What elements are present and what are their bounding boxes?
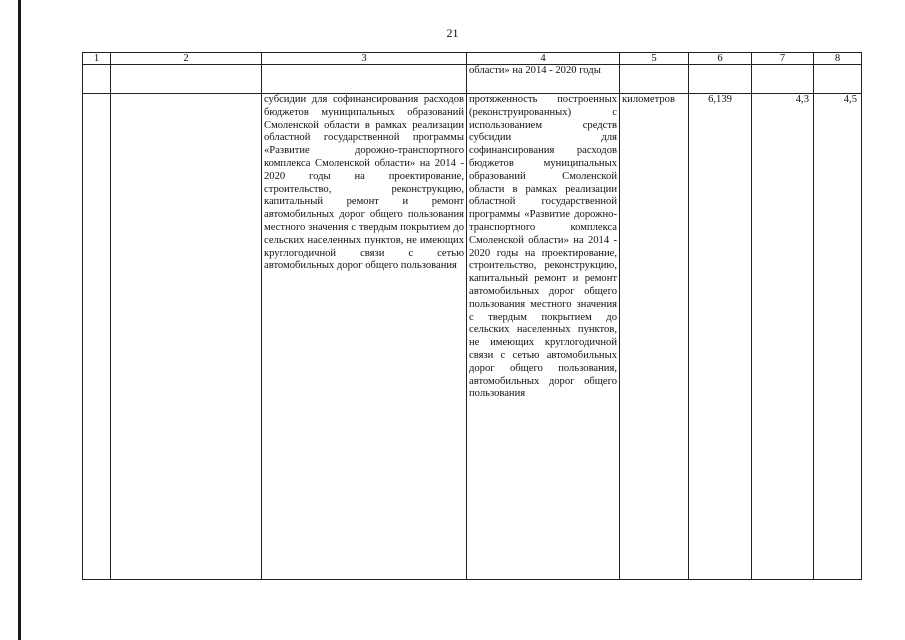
unit-cell: километров [620, 94, 689, 580]
value-cell: 6,139 [689, 94, 752, 580]
table-cell [83, 65, 111, 94]
table-cell [262, 65, 467, 94]
data-table [82, 52, 862, 580]
table-cell [814, 65, 862, 94]
table-header-row [83, 53, 862, 65]
table-row [83, 65, 862, 94]
column-header: 8 [814, 53, 862, 65]
column-header: 1 [83, 53, 111, 65]
table-cell [111, 94, 262, 580]
indicator-name-cell: протяженность построенных (реконструированных) с использованием средств субсидии для софинансирования расходов бюджетов муниципальных образований Смоленской области в рамках реализации областной государственной программы «Развитие дорожно-транспортного комплекса Смоленской области» на 2014 - 2020 годы на проектирование, строительство, реконструкцию, капитальный ремонт и ремонт автомобильных дорог общего пользования местного значения с твердым покрытием до сельских населенных пунктов, не имеющих круглогодичной связи с сетью автомобильных дорог общего пользования, автомобильных дорог общего пользования [467, 94, 620, 580]
column-header: 5 [620, 53, 689, 65]
column-header: 3 [262, 53, 467, 65]
page-number: 21 [446, 26, 459, 40]
table-cell: области» на 2014 - 2020 годы [467, 65, 620, 94]
table-cell [620, 65, 689, 94]
value-cell: 4,5 [814, 94, 862, 580]
table-cell [752, 65, 814, 94]
indicator-description-cell: субсидии для софинансирования расходов бюджетов муниципальных образований Смоленской области в рамках реализации областной государственной программы «Развитие дорожно-транспортного комплекса Смоленской области» на 2014 - 2020 годы на проектирование, строительство, реконструкцию, капитальный ремонт и ремонт автомобильных дорог общего пользования местного значения с твердым покрытием до сельских населенных пунктов, не имеющих круглогодичной связи с сетью автомобильных дорог общего пользования [262, 94, 467, 580]
column-header: 7 [752, 53, 814, 65]
table-cell [689, 65, 752, 94]
value-cell: 4,3 [752, 94, 814, 580]
scan-border-line [18, 0, 21, 640]
column-header: 6 [689, 53, 752, 65]
table-cell [83, 94, 111, 580]
column-header: 2 [111, 53, 262, 65]
table-cell [111, 65, 262, 94]
column-header: 4 [467, 53, 620, 65]
table-row [83, 94, 862, 580]
